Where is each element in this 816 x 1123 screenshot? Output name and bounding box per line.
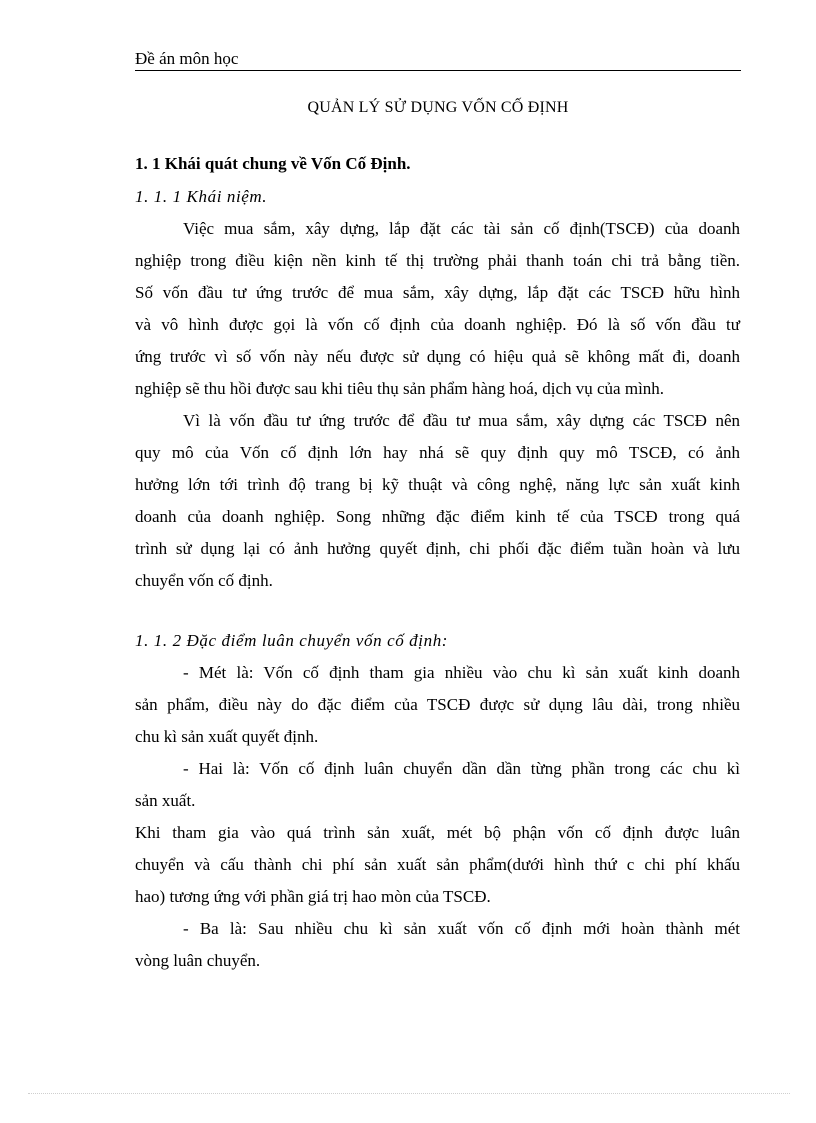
paragraph-line: Số vốn đầu tư ứng trước để mua sắm, xây dựng, lắp đặt các TSCĐ hữu hình	[135, 283, 740, 302]
section-heading-1-1-1: 1. 1. 1 Khái niệm.	[135, 187, 268, 206]
paragraph-line: trình sử dụng lại có ảnh hưởng quyết định, chi phối đặc điểm tuần hoàn và lưu	[135, 539, 740, 558]
section-heading-1-1: 1. 1 Khái quát chung về Vốn Cố Định.	[135, 154, 411, 173]
list-item-line: - Ba là: Sau nhiều chu kì sản xuất vốn cố định mới hoàn thành mét	[183, 919, 740, 938]
paragraph-line: Vì là vốn đầu tư ứng trước để đầu tư mua sắm, xây dựng các TSCĐ nên	[183, 411, 740, 430]
header-divider	[135, 70, 741, 71]
paragraph-line: và vô hình được gọi là vốn cố định của doanh nghiệp. Đó là số vốn đầu tư	[135, 315, 740, 334]
paragraph-line: quy mô của Vốn cố định lớn hay nhá sẽ quy định quy mô TSCĐ, có ảnh	[135, 443, 740, 462]
running-header: Đề án môn học	[135, 49, 239, 68]
paragraph-line: doanh của doanh nghiệp. Song những đặc điểm kinh tế của TSCĐ trong quá	[135, 507, 740, 526]
list-item-line: sản xuất.	[135, 791, 196, 810]
list-item-line: - Hai là: Vốn cố định luân chuyển dần dần từng phần trong các chu kì	[183, 759, 740, 778]
paragraph-line: ứng trước vì số vốn này nếu được sử dụng có hiệu quả sẽ không mất đi, doanh	[135, 347, 740, 366]
paragraph-line: nghiệp trong điều kiện nền kinh tế thị trường phải thanh toán chi trả bằng tiền.	[135, 251, 740, 270]
list-item-line: vòng luân chuyển.	[135, 951, 261, 970]
list-item-line: chu kì sản xuất quyết định.	[135, 727, 319, 746]
section-heading-1-1-2: 1. 1. 2 Đặc điểm luân chuyển vốn cố định:	[135, 631, 449, 650]
paragraph-line: Việc mua sắm, xây dựng, lắp đặt các tài sản cố định(TSCĐ) của doanh	[183, 219, 740, 238]
list-item-line: sản phẩm, điều này do đặc điểm của TSCĐ được sử dụng lâu dài, trong nhiều	[135, 695, 740, 714]
paragraph-line: hưởng lớn tới trình độ trang bị kỹ thuật và công nghệ, năng lực sản xuất kinh	[135, 475, 740, 494]
paragraph-line: chuyển và cấu thành chi phí sản xuất sản phẩm(dưới hình thứ c chi phí khấu	[135, 855, 740, 874]
paragraph-line: Khi tham gia vào quá trình sản xuất, mét bộ phận vốn cố định được luân	[135, 823, 740, 842]
document-title: QUẢN LÝ SỬ DỤNG VỐN CỐ ĐỊNH	[307, 99, 569, 116]
paragraph-line: chuyển vốn cố định.	[135, 571, 273, 590]
list-item-line: - Mét là: Vốn cố định tham gia nhiều vào chu kì sản xuất kinh doanh	[183, 663, 740, 682]
paragraph-line: hao) tương ứng với phần giá trị hao mòn của TSCĐ.	[135, 887, 491, 906]
page-bottom-border	[28, 1093, 790, 1094]
paragraph-line: nghiệp sẽ thu hồi được sau khi tiêu thụ sản phẩm hàng hoá, dịch vụ của mình.	[135, 379, 665, 398]
